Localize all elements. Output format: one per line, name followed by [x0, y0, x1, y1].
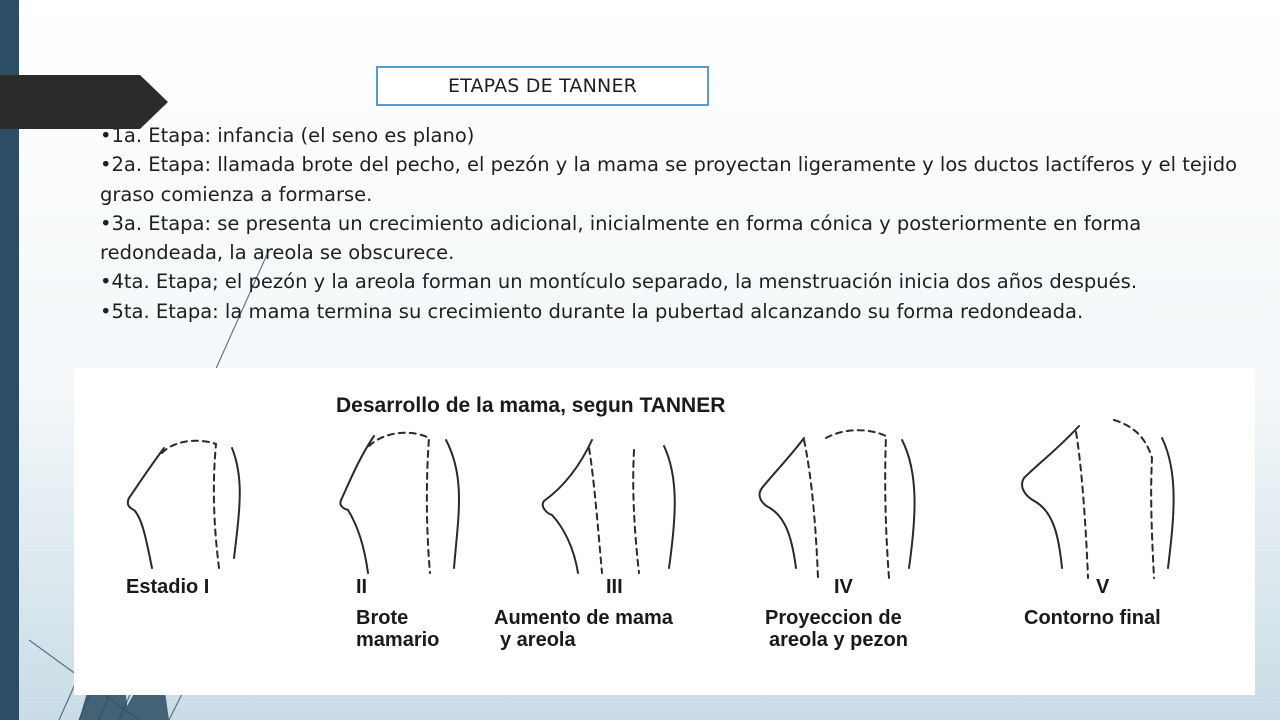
stage-5-sketch: [1022, 420, 1174, 578]
bullet-stage-4: •4ta. Etapa; el pezón y la areola forman un montículo separado, la menstruación inicia dos años después.: [100, 270, 1138, 294]
stage-4-label: IV: [834, 576, 853, 598]
stage-1-sketch: [128, 441, 240, 568]
stage-4-caption-line-1: Proyeccion de: [765, 607, 902, 629]
figure-title: Desarrollo de la mama, segun TANNER: [336, 394, 726, 417]
stage-3-caption-line-2: y areola: [500, 629, 576, 651]
bullet-stage-2: •2a. Etapa: llamada brote del pecho, el pezón y la mama se proyectan ligeramente y los ductos lactíferos y el tejido graso comienza a formarse.: [100, 153, 1238, 206]
stage-3-label: III: [606, 576, 623, 598]
stage-1-label: Estadio I: [126, 576, 210, 598]
stage-3-sketch: [543, 440, 675, 573]
stage-2-caption-line-1: Brote: [356, 607, 409, 629]
stage-2-label: II: [356, 576, 368, 598]
stage-3-caption-line-1: Aumento de mama: [494, 607, 673, 629]
stage-4-caption-line-2: areola y pezon: [769, 629, 908, 651]
bullet-stage-1: •1a. Etapa: infancia (el seno es plano): [100, 124, 475, 147]
bullet-stage-5: •5ta. Etapa: la mama termina su crecimiento durante la pubertad alcanzando su forma redondeada.: [100, 299, 1084, 323]
slide-title: ETAPAS DE TANNER: [376, 66, 709, 106]
stage-5-label: V: [1096, 576, 1110, 598]
tanner-figure: [74, 368, 1255, 695]
stage-2-sketch: [340, 433, 459, 573]
stage-2-caption-line-2: mamario: [356, 629, 440, 651]
bullet-stage-3: •3a. Etapa: se presenta un crecimiento adicional, inicialmente en forma cónica y posteriormente en forma redondeada, la areola se obscurece.: [100, 211, 1142, 265]
stages-bullet-list: [100, 121, 1270, 368]
stage-5-caption-line-1: Contorno final: [1024, 607, 1161, 629]
stage-4-sketch: [760, 430, 915, 578]
